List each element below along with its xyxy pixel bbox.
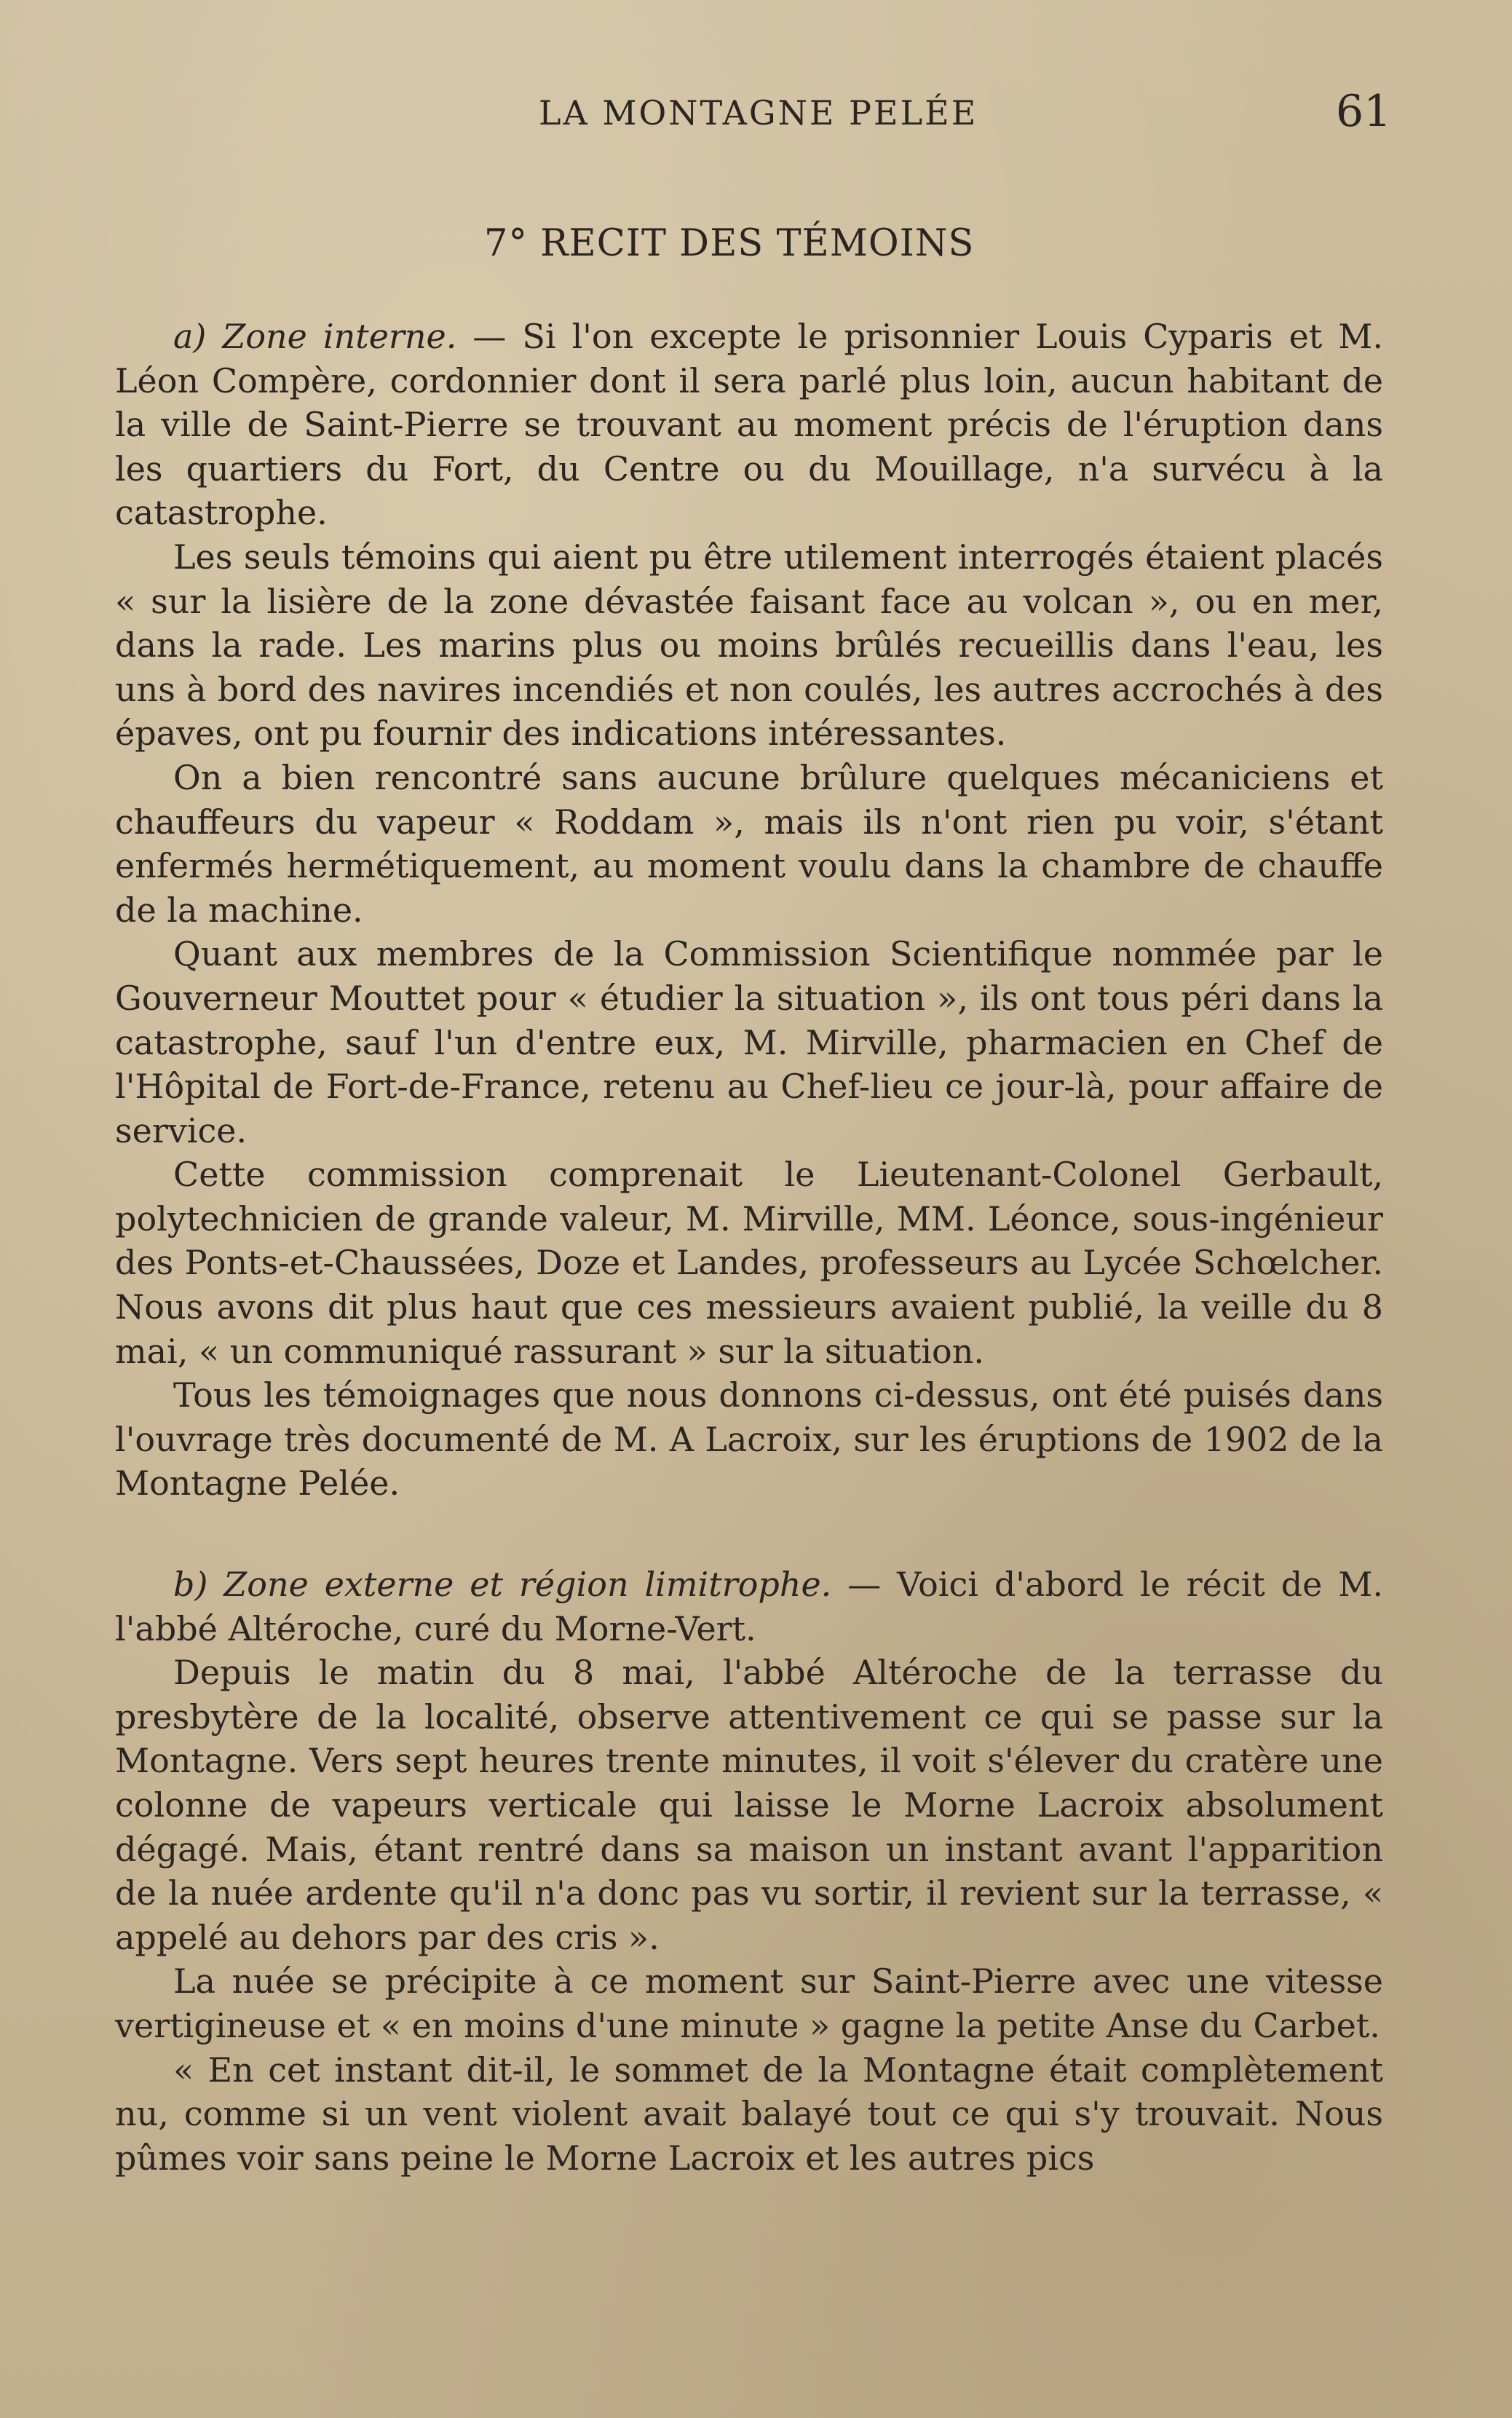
zone-a-paragraph-1-text: — Si l'on excepte le prisonnier Louis Cyparis et M. Léon Compère, cordonnier dont il sera parlé plus loin, aucun habitant de la ville de Saint-Pierre se trouvant au moment précis de l'éruption dans les quartiers du Fort, du Centre ou du Mouillage, n'a survécu à la catastrophe. — [115, 317, 1383, 533]
paragraph: On a bien rencontré sans aucune brûlure quelques mécaniciens et chauffeurs du vapeur « Roddam », mais ils n'ont rien pu voir, s'étant enfermés hermétiquement, au moment voulu dans la chambre de chauffe de la machine. — [115, 757, 1383, 930]
zone-b-label: Zone externe et région limitrophe. — [223, 1565, 832, 1605]
paragraph — [115, 1562, 1383, 1651]
paragraph: La nuée se précipite à ce moment sur Saint-Pierre avec une vitesse vertigineuse et « en moins d'une minute » gagne la petite Anse du Carbet. — [115, 1961, 1383, 2045]
zone-a-label: Zone interne. — [222, 317, 457, 356]
running-title: LA MONTAGNE PELÉE — [539, 93, 978, 133]
section-title: 7° RECIT DES TÉMOINS — [484, 222, 975, 265]
zone-b-marker: b) — [173, 1565, 208, 1605]
paragraph: Les seuls témoins qui aient pu être utilement interrogés étaient placés « sur la lisière de la zone dévastée faisant face au volcan », ou en mer, dans la rade. Les marins plus ou moins brûlés recueillis dans l'eau, les uns à bord des navires incendiés et non coulés, les autres accrochés à des épaves, ont pu fournir des indications intéressantes. — [115, 537, 1383, 754]
paragraph: « En cet instant dit-il, le sommet de la Montagne était complètement nu, comme si un vent violent avait balayé tout ce qui s'y trouvait. Nous pûmes voir sans peine le Morne Lacroix et les autres pics — [115, 2050, 1383, 2178]
zone-b-paragraph-1-text: — Voici d'abord le récit de M. l'abbé Altéroche, curé du Morne-Vert. — [115, 1565, 1383, 1648]
paragraph — [115, 315, 1383, 535]
body-text — [115, 315, 1383, 2180]
page-number: 61 — [1336, 86, 1392, 137]
section-gap — [115, 1506, 1383, 1562]
paragraph: Tous les témoignages que nous donnons ci-dessus, ont été puisés dans l'ouvrage très documenté de M. A Lacroix, sur les éruptions de 1902 de la Montagne Pelée. — [115, 1375, 1383, 1504]
zone-a-marker: a) — [173, 317, 207, 356]
paragraph: Quant aux membres de la Commission Scientifique nommée par le Gouverneur Mouttet pour « étudier la situation », ils ont tous péri dans la catastrophe, sauf l'un d'entre eux, M. Mirville, pharmacien en Chef de l'Hôpital de Fort-de-France, retenu au Chef-lieu ce jour-là, pour affaire de service. — [115, 934, 1383, 1150]
paragraph: Depuis le matin du 8 mai, l'abbé Altéroche de la terrasse du presbytère de la localité, observe attentivement ce qui se passe sur la Montagne. Vers sept heures trente minutes, il voit s'élever du cratère une colonne de vapeurs verticale qui laisse le Morne Lacroix absolument dégagé. Mais, étant rentré dans sa maison un instant avant l'apparition de la nuée ardente qu'il n'a donc pas vu sortir, il revient sur la terrasse, « appelé au dehors par des cris ». — [115, 1653, 1383, 1957]
paragraph: Cette commission comprenait le Lieutenant-Colonel Gerbault, polytechnicien de grande valeur, M. Mirville, MM. Léonce, sous-ingénieur des Ponts-et-Chaussées, Doze et Landes, professeurs au Lycée Schœlcher. Nous avons dit plus haut que ces messieurs avaient publié, la veille du 8 mai, « un communiqué rassurant » sur la situation. — [115, 1155, 1383, 1371]
